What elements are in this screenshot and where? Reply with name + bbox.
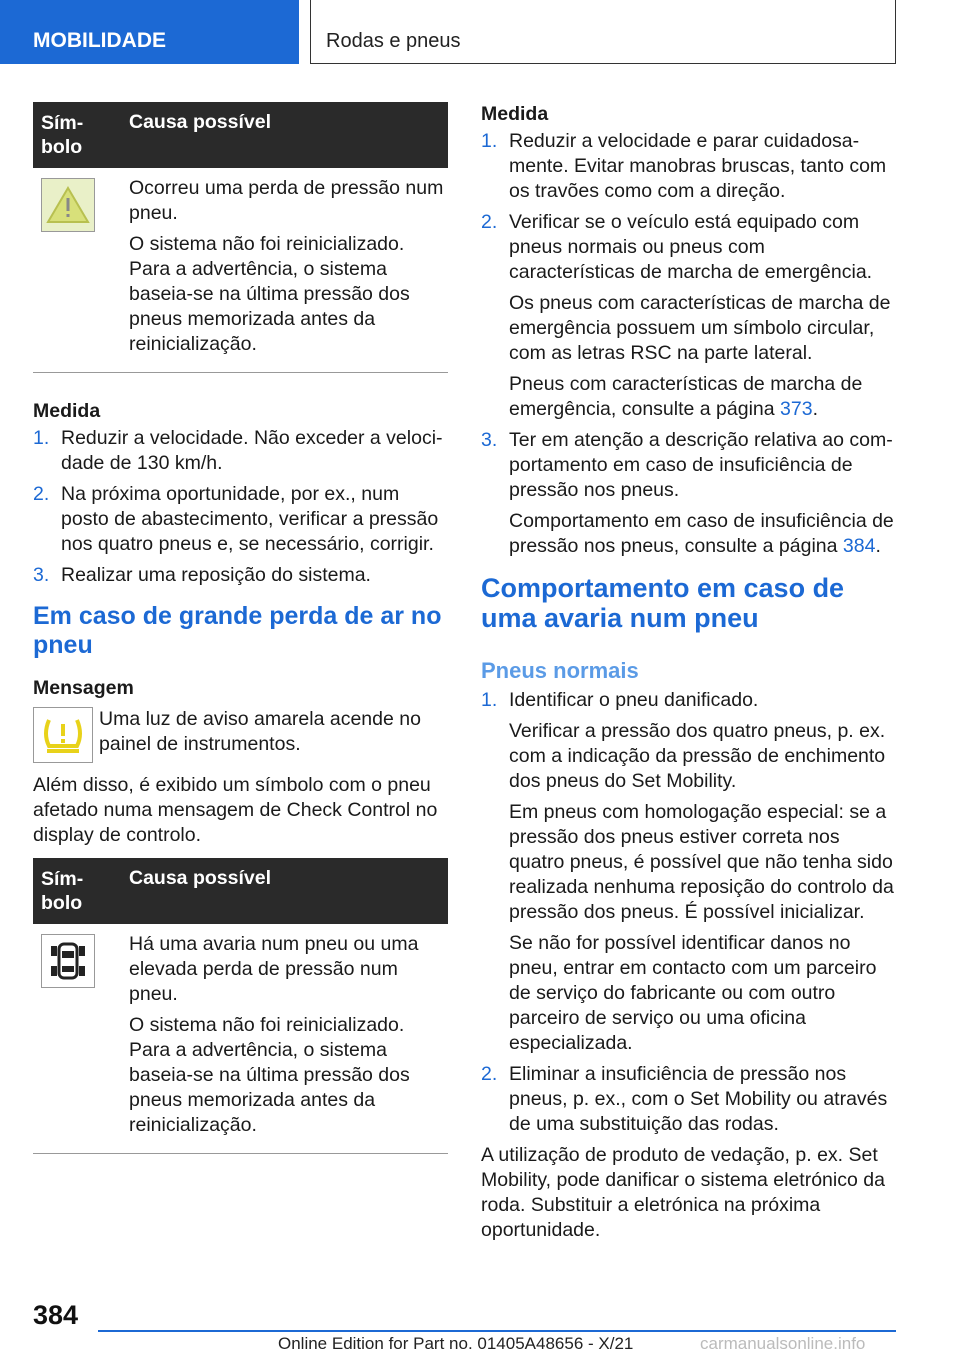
closing-paragraph: A utilização de produto de vedação, p. ex. Set Mobility, pode danificar o sistema eletrónico da roda. Substituir a eletrónica na próxima oportunidade. — [481, 1144, 885, 1241]
cause-text: O sistema não foi reinicializado. Para a advertência, o sistema baseia-se na última pressão dos pneus memorizada antes da reinicialização. — [129, 1014, 410, 1136]
cause-text: Ocorreu uma perda de pressão num pneu. — [129, 177, 444, 224]
list-item: 3. Realizar uma reposição do sistema. — [33, 564, 371, 586]
section-heading: Em caso de grande perda de ar no pneu — [33, 602, 442, 659]
symbol-table-1 — [33, 102, 448, 373]
section-tab[interactable]: MOBILIDADE — [0, 0, 299, 64]
body-paragraph: Além disso, é exibido um símbolo com o pneu afetado numa mensagem de Check Control no display de controlo. — [33, 774, 438, 846]
tire-pressure-warning-icon — [33, 707, 93, 763]
list-item: 2. Na próxima oportunidade, por ex., num posto de abastecimento, verificar a pressão nos quatro pneus e, se necessário, corrigir. — [33, 483, 439, 555]
table-header — [33, 102, 448, 168]
measure-label: Medida — [481, 103, 549, 125]
message-label: Mensagem — [33, 677, 134, 699]
header-symbol: Sím- bolo — [41, 112, 84, 158]
header-cause: Causa possível — [129, 867, 271, 889]
subsection-heading: Pneus normais — [481, 658, 639, 683]
page-link[interactable]: 373 — [780, 398, 813, 420]
cause-text: Há uma avaria num pneu ou uma elevada perda de pressão num pneu. — [129, 933, 419, 1005]
message-row — [33, 707, 448, 763]
car-tire-icon — [41, 934, 95, 988]
step-list — [481, 688, 895, 1137]
list-item: 3. Ter em atenção a descrição relativa ao comportamento em caso de insuficiência de pressão nos pneus. Comportamento em caso de insuficiência de pressão nos pneus, consulte a página 384. — [481, 429, 894, 557]
warning-triangle-icon — [41, 178, 95, 232]
page-number: 384 — [33, 1300, 79, 1330]
left-column — [33, 102, 448, 1154]
list-item: 1. Identificar o pneu danificado. Verificar a pressão dos quatro pneus, p. ex. com a indicação da pressão de enchimento dos pneus do Set Mobility. Em pneus com homologação especial: se a pressão dos pneus estiver correta nos quatro pneus, é possível que não tenha sido realizada nenhuma reposição do controlo da pressão dos pneus. É possível inicializar. Se não for possível identificar danos no pneu, entrar em contacto com um parceiro de serviço do fabricante ou com outro parceiro de serviço ou uma oficina especializada. — [481, 689, 894, 1054]
message-text: Uma luz de aviso amarela acende no painel de instrumentos. — [99, 708, 421, 755]
section-heading: Comportamento em caso de uma avaria num pneu — [481, 573, 845, 633]
list-item: 1. Reduzir a velocidade. Não exceder a velocidade de 130 km/h. — [33, 427, 443, 474]
measure-label: Medida — [33, 400, 101, 422]
table-header — [33, 858, 448, 924]
edition-text: Online Edition for Part no. 01405A48656 - X/21 — [278, 1334, 634, 1353]
watermark: carmanualsonline.info — [700, 1334, 866, 1353]
list-item: 2. Verificar se o veículo está equipado com pneus normais ou pneus com características de marcha de emergência. Os pneus com características de marcha de emergência possuem um símbolo circular, com as letras RSC na parte lateral. Pneus com características de marcha de emergência, consulte a página 373. — [481, 211, 891, 420]
header-cause: Causa possível — [129, 111, 271, 133]
list-item: 2. Eliminar a insuficiência de pressão nos pneus, p. ex., com o Set Mobility ou através de uma substituição das rodas. — [481, 1063, 888, 1135]
symbol-table-2 — [33, 858, 448, 1154]
page-link[interactable]: 384 — [842, 535, 876, 557]
footer-divider — [98, 1330, 896, 1332]
cause-text: O sistema não foi reinicializado. Para a advertência, o sistema baseia-se na última pressão dos pneus memorizada antes da reinicialização. — [129, 233, 410, 355]
right-column — [481, 102, 895, 1243]
table-row — [33, 168, 448, 372]
chapter-title: Rodas e pneus — [310, 0, 896, 64]
measure-list — [481, 129, 895, 559]
measure-list — [33, 426, 448, 588]
header-symbol: Sím- bolo — [41, 868, 84, 914]
list-item: 1. Reduzir a velocidade e parar cuidadosamente. Evitar manobras bruscas, tanto com os travões como com a direção. — [481, 130, 887, 202]
table-row — [33, 924, 448, 1153]
